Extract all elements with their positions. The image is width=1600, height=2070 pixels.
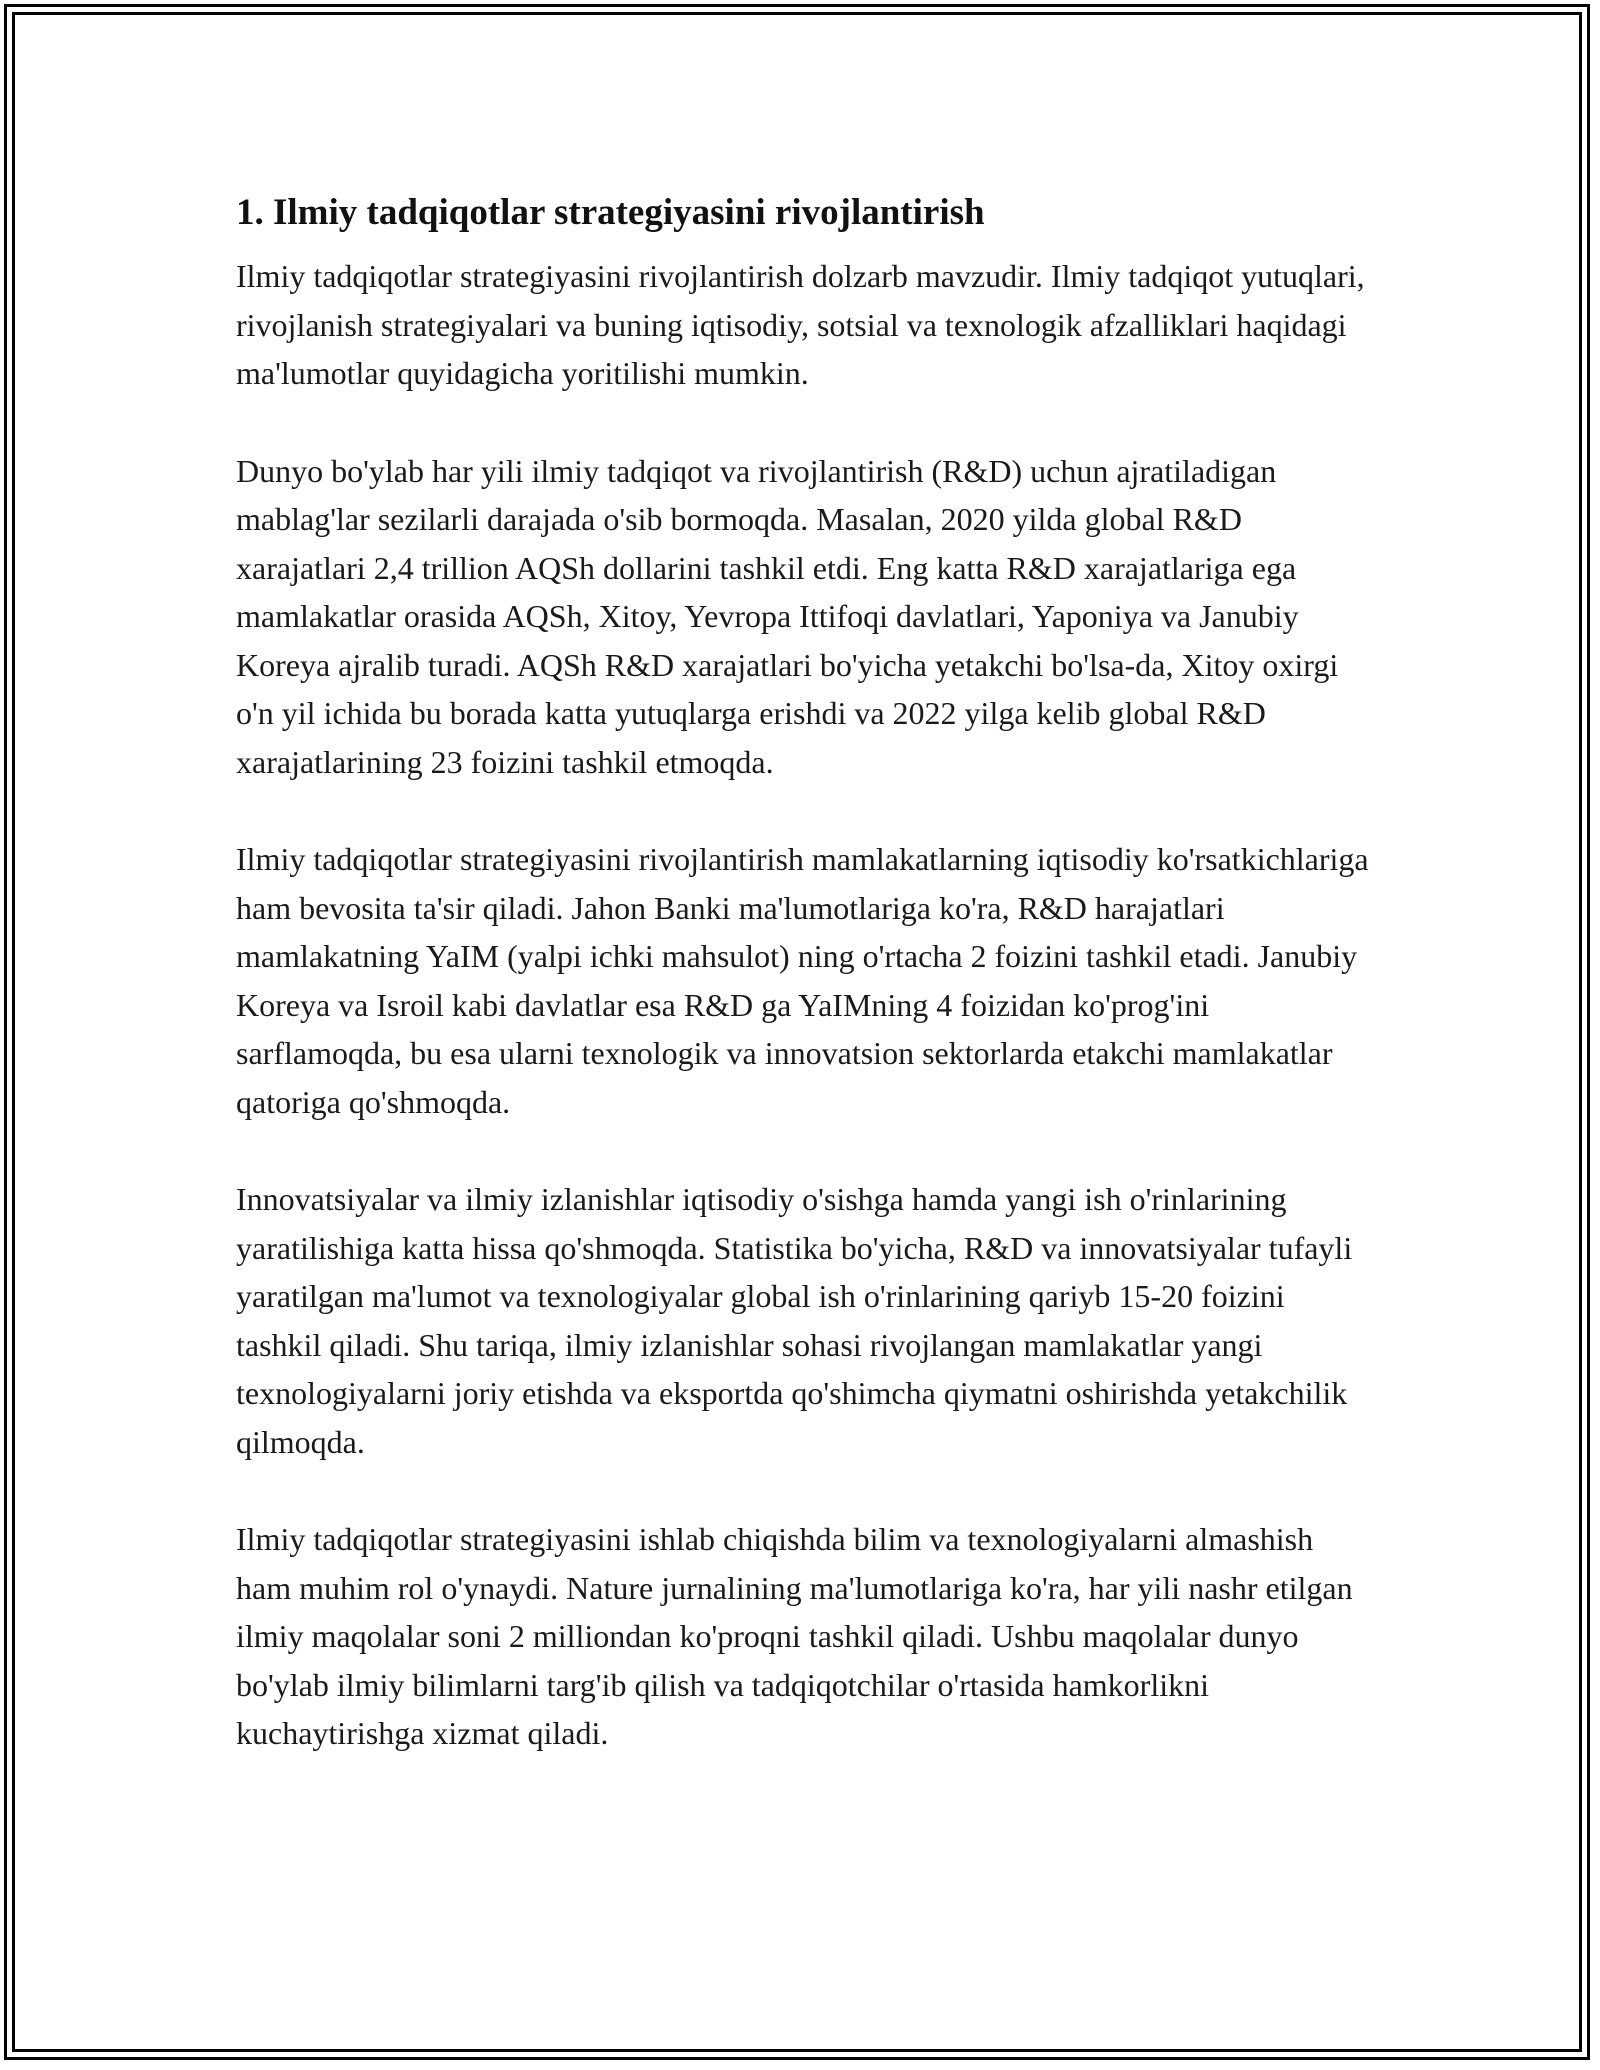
paragraph-economic-impact: Ilmiy tadqiqotlar strategiyasini rivojlantirish mamlakatlarning iqtisodiy ko'rsatkichlariga ham bevosita ta'sir qiladi. Jahon Banki ma'lumotlariga ko'ra, R&D harajatlari mamlakatning YaIM (yalpi ichki mahsulot) ning o'rtacha 2 foizini tashkil etadi. Janubiy Koreya va Isroil kabi davlatlar esa R&D ga YaIMning 4 foizidan ko'prog'ini sarflamoqda, bu esa ularni texnologik va innovatsion sektorlarda etakchi mamlakatlar qatoriga qo'shmoqda. <box>236 841 1369 1120</box>
paragraph-knowledge-exchange: Ilmiy tadqiqotlar strategiyasini ishlab chiqishda bilim va texnologiyalarni almashish ham muhim rol o'ynaydi. Nature jurnalining ma'lumotlariga ko'ra, har yili nashr etilgan ilmiy maqolalar soni 2 milliondan ko'proqni tashkil qiladi. Ushbu maqolalar dunyo bo'ylab ilmiy bilimlarni targ'ib qilish va tadqiqotchilar o'rtasida hamkorlikni kuchaytirishga xizmat qiladi. <box>236 1521 1353 1751</box>
paragraph-intro: Ilmiy tadqiqotlar strategiyasini rivojlantirish dolzarb mavzudir. Ilmiy tadqiqot yutuqlari, rivojlanish strategiyalari va buning iqtisodiy, sotsial va texnologik afzalliklari haqidagi ma'lumotlar quyidagicha yoritilishi mumkin. <box>236 258 1365 391</box>
paragraph-innovation-jobs: Innovatsiyalar va ilmiy izlanishlar iqtisodiy o'sishga hamda yangi ish o'rinlarining yaratilishiga katta hissa qo'shmoqda. Statistika bo'yicha, R&D va innovatsiyalar tufayli yaratilgan ma'lumot va texnologiyalar global ish o'rinlarining qariyb 15-20 foizini tashkil qiladi. Shu tariqa, ilmiy izlanishlar sohasi rivojlangan mamlakatlar yangi texnologiyalarni joriy etishda va eksportda qo'shimcha qiymatni oshirishda yetakchilik qilmoqda. <box>236 1181 1353 1460</box>
document-body <box>236 188 1376 1807</box>
paragraph-rd-spending: Dunyo bo'ylab har yili ilmiy tadqiqot va rivojlantirish (R&D) uchun ajratiladigan mablag'lar sezilarli darajada o'sib bormoqda. Masalan, 2020 yilda global R&D xarajatlari 2,4 trillion AQSh dollarini tashkil etdi. Eng katta R&D xarajatlariga ega mamlakatlar orasida AQSh, Xitoy, Yevropa Ittifoqi davlatlari, Yaponiya va Janubiy Koreya ajralib turadi. AQSh R&D xarajatlari bo'yicha yetakchi bo'lsa-da, Xitoy oxirgi o'n yil ichida bu borada katta yutuqlarga erishdi va 2022 yilga kelib global R&D xarajatlarining 23 foizini tashkil etmoqda. <box>236 452 1339 780</box>
section-heading: 1. Ilmiy tadqiqotlar strategiyasini rivojlantirish <box>236 192 985 233</box>
